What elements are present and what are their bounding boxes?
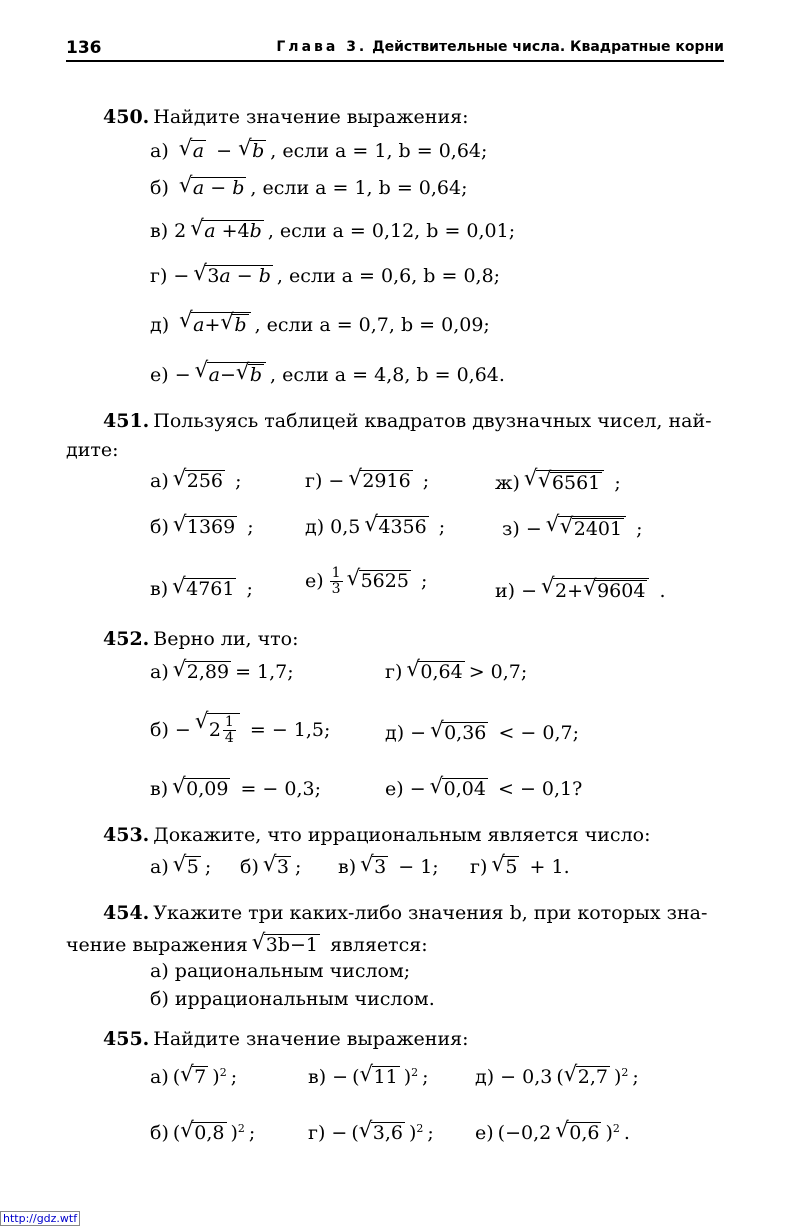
sqrt-inner-prefix: 2+	[555, 580, 584, 602]
problem-451-b	[150, 516, 258, 538]
problem-452-a	[150, 661, 298, 683]
sqrt-expression: √ 0,04	[442, 778, 488, 800]
numerator: 1	[331, 565, 341, 581]
item-end: ;	[294, 856, 302, 878]
item-end: ;	[235, 470, 242, 492]
item-condition: , если a = 0,12, b = 0,01;	[267, 220, 516, 242]
item-label: г) −	[150, 265, 190, 287]
item-end: − 1;	[398, 856, 439, 878]
sqrt-expression: √ 5	[503, 856, 519, 878]
item-label: е)	[475, 1122, 494, 1144]
item-label: е)	[305, 569, 324, 592]
sqrt-expression: √ a+√ b	[191, 312, 250, 336]
problem-453-heading	[103, 826, 654, 845]
problem-452-b	[150, 713, 334, 747]
item-end: ;	[614, 472, 621, 494]
item-label: б)	[150, 1122, 169, 1144]
problem-text: Найдите значение выражения:	[153, 1028, 469, 1050]
problem-451-heading	[103, 412, 716, 431]
problem-number: 455.	[103, 1028, 150, 1050]
fraction	[330, 566, 343, 598]
problem-452-g	[385, 661, 531, 683]
problem-text: Пользуясь таблицей квадратов двузначных чисел, най-	[153, 410, 712, 432]
problem-451-i	[495, 578, 670, 602]
problem-number: 452.	[103, 628, 150, 650]
sqrt-expression: √ b	[250, 140, 266, 162]
item-label: в) −	[308, 1066, 349, 1088]
sqrt-expression	[553, 578, 649, 602]
coefficient: −0,2	[505, 1122, 552, 1144]
sqrt-expression: √ 11	[372, 1066, 400, 1088]
sqrt-expression	[536, 470, 604, 494]
exponent: 2	[411, 1065, 419, 1079]
item-label: а)	[150, 1066, 169, 1088]
problem-453-v	[338, 856, 443, 878]
problem-450-v	[150, 220, 519, 242]
sqrt-expression: √ 0,6	[567, 1122, 601, 1144]
problem-454-heading-cont	[66, 934, 432, 956]
problem-451-e	[305, 566, 431, 598]
problem-450-g	[150, 265, 504, 287]
item-text: а) рациональным числом;	[150, 960, 411, 982]
item-label: б)	[240, 856, 259, 878]
item-end: ;	[636, 518, 643, 540]
item-label: в) 2	[150, 220, 187, 242]
numerator: 1	[224, 714, 234, 730]
exponent: 2	[237, 1121, 245, 1135]
problem-text: дите:	[66, 439, 119, 461]
item-end: ;	[422, 470, 430, 492]
sqrt-expression: √ 4761	[184, 578, 236, 600]
item-label: б)	[150, 516, 169, 538]
item-label: а)	[150, 661, 169, 683]
problem-452-heading	[103, 630, 303, 649]
item-end: = − 1,5;	[249, 718, 331, 741]
sqrt-expression: √ 2,7	[576, 1066, 610, 1088]
exponent: 2	[612, 1121, 620, 1135]
exponent: 2	[621, 1065, 629, 1079]
problem-number: 454.	[103, 902, 150, 924]
item-condition: , если a = 0,6, b = 0,8;	[276, 265, 501, 287]
item-label: а)	[150, 470, 169, 492]
problem-text: Докажите, что иррациональным является число:	[153, 824, 651, 846]
problem-452-e	[385, 778, 586, 800]
chapter-label: Глава 3.	[276, 39, 368, 55]
item-label: е) −	[385, 778, 426, 800]
item-condition: , если a = 1, b = 0,64;	[270, 140, 488, 162]
item-label: е) −	[150, 364, 191, 386]
problem-451-z	[502, 516, 647, 540]
problem-455-a: а) (√ 7 )$^2$ ;	[150, 1066, 237, 1088]
problem-452-d	[385, 722, 583, 744]
page-number: 136	[66, 38, 102, 58]
sqrt-inner: √ 6561	[550, 472, 602, 494]
chapter-title: Действительные числа. Квадратные корни	[372, 39, 724, 55]
sqrt-expression	[207, 713, 240, 747]
sqrt-expression: √ 4356	[376, 516, 428, 538]
sqrt-expression: √ a +4b	[202, 220, 264, 242]
exponent: 2	[219, 1065, 227, 1079]
running-title	[276, 39, 724, 55]
sqrt-expression: √ 7	[192, 1066, 208, 1088]
sqrt-expression: √ 3a − b	[205, 265, 273, 287]
problem-text: является:	[330, 934, 428, 956]
problem-455-v: в) − (√ 11 )$^2$ ;	[308, 1066, 429, 1088]
problem-450-e	[150, 362, 509, 386]
problem-452-v	[150, 778, 325, 800]
item-label: б)	[150, 177, 169, 199]
item-label: г) −	[305, 470, 345, 492]
item-end: < − 0,7;	[498, 722, 579, 744]
problem-text: Верно ли, что:	[153, 628, 299, 650]
sqrt-expression: √ 3,6	[371, 1122, 405, 1144]
problem-number: 450.	[103, 106, 150, 128]
problem-451-g	[305, 470, 433, 492]
item-end: ;	[421, 569, 428, 592]
problem-455-b: б) (√ 0,8 )$^2$ ;	[150, 1122, 255, 1144]
item-end: > 0,7;	[468, 661, 528, 683]
item-label: д) − 0,3	[475, 1066, 553, 1088]
item-label: в)	[338, 856, 357, 878]
item-end: < − 0,1?	[497, 778, 583, 800]
problem-453-a	[150, 856, 215, 878]
sqrt-expression: √ 256	[185, 470, 225, 492]
sqrt-expression: √ 0,64	[418, 661, 464, 683]
sqrt-expression: √ 0,09	[184, 778, 230, 800]
page-header	[66, 34, 724, 62]
item-end: = − 0,3;	[240, 778, 322, 800]
sqrt-expression: √ a − b	[191, 177, 247, 199]
problem-450-d	[150, 312, 494, 336]
sqrt-expression: √ a	[191, 140, 206, 162]
item-end: ;	[204, 856, 212, 878]
problem-455-g: г) − (√ 3,6 )$^2$ ;	[308, 1122, 434, 1144]
item-end: ;	[438, 516, 446, 538]
problem-454-heading	[103, 904, 711, 923]
item-label: ж)	[495, 472, 520, 494]
sqrt-expression	[558, 516, 626, 540]
problem-451-v	[150, 578, 257, 600]
problem-text: Найдите значение выражения:	[153, 106, 469, 128]
sqrt-inner: √ 9604	[595, 580, 647, 602]
item-end: ;	[246, 578, 253, 600]
item-label: а)	[150, 140, 169, 162]
sqrt-expression: √ 2916	[360, 470, 412, 492]
problem-455-heading	[103, 1030, 473, 1049]
denominator: 4	[224, 730, 234, 747]
item-condition: , если a = 0,7, b = 0,09;	[254, 314, 490, 336]
sqrt-expression: √ 0,36	[442, 722, 488, 744]
sqrt-expression: √ 5	[185, 856, 201, 878]
problem-451-heading-cont	[66, 441, 123, 460]
problem-451-a	[150, 470, 245, 492]
item-label: г)	[470, 856, 488, 878]
problem-number: 451.	[103, 410, 150, 432]
sqrt-inner: √ 2401	[572, 518, 624, 540]
item-end: = 1,7;	[235, 661, 294, 683]
sqrt-expression: √ 2,89	[185, 661, 231, 683]
problem-453-b	[240, 856, 305, 878]
problem-454-b	[150, 990, 439, 1009]
item-label: г)	[385, 661, 403, 683]
sqrt-expression: √ 1369	[185, 516, 237, 538]
item-label: а)	[150, 856, 169, 878]
sqrt-expression: √ 3	[372, 856, 388, 878]
problem-450-b	[150, 177, 472, 199]
problem-text: чение выражения	[66, 934, 248, 956]
sqrt-expression: √ a−√ b	[207, 362, 266, 386]
item-label: в)	[150, 778, 169, 800]
sqrt-expression: √ 3b−1	[264, 934, 320, 956]
item-label: з) −	[502, 518, 542, 540]
problem-450-a: а) √ a − √ b , если a = 1, b = 0,64;	[150, 140, 491, 162]
whole-part: 2	[208, 718, 221, 741]
sqrt-expression: √ 5625	[359, 570, 411, 592]
item-condition: , если a = 4,8, b = 0,64.	[270, 364, 505, 386]
sqrt-expression: √ 3	[275, 856, 291, 878]
item-end: .	[659, 580, 666, 602]
item-text: б) иррациональным числом.	[150, 988, 435, 1010]
item-condition: , если a = 1, b = 0,64;	[250, 177, 468, 199]
exponent: 2	[416, 1121, 424, 1135]
problem-454-a	[150, 962, 414, 981]
problem-450-heading	[103, 108, 473, 127]
sqrt-expression: √ 0,8	[192, 1122, 226, 1144]
item-end: + 1.	[529, 856, 570, 878]
problem-451-zh	[495, 470, 625, 494]
item-label: д) −	[385, 722, 427, 744]
item-end: ;	[247, 516, 254, 538]
item-label: д) 0,5	[305, 516, 361, 538]
item-label: г) −	[308, 1122, 348, 1144]
problem-text: Укажите три каких-либо значения b, при которых зна-	[153, 902, 708, 924]
item-label: б) −	[150, 718, 191, 741]
problem-451-d	[305, 516, 449, 538]
fraction	[223, 715, 236, 747]
denominator: 3	[331, 581, 341, 598]
problem-455-e: е) (−0,2√ 0,6 )$^2$ .	[475, 1122, 630, 1144]
item-label: и) −	[495, 580, 538, 602]
item-label: в)	[150, 578, 169, 600]
problem-453-g	[470, 856, 574, 878]
problem-455-d: д) − 0,3 (√ 2,7 )$^2$ ;	[475, 1066, 639, 1088]
item-label: д)	[150, 314, 170, 336]
watermark-link[interactable]: http://gdz.wtf	[0, 1211, 80, 1226]
problem-number: 453.	[103, 824, 150, 846]
